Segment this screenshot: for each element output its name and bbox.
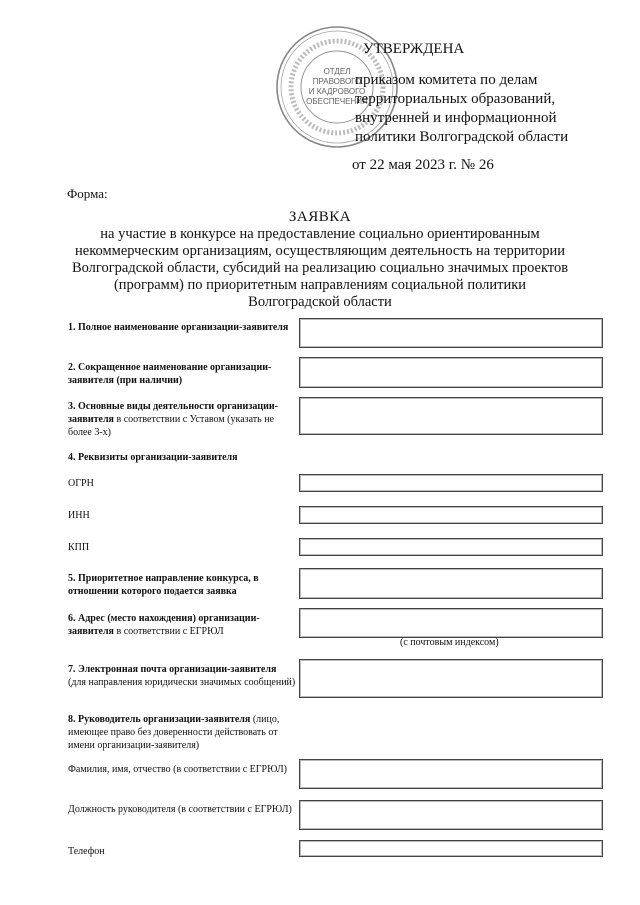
- approval-date: от 22 мая 2023 г. № 26: [352, 157, 494, 173]
- label-bold: 1. Полное наименование организации-заявителя: [68, 322, 289, 333]
- label-bold: 7. Электронная почта организации-заявителя: [68, 664, 277, 675]
- heading-line-5: Волгоградской области: [248, 294, 392, 310]
- label-bold: 3. Основные виды деятельности организации-заявителя: [68, 401, 278, 425]
- seal-line-1: ОТДЕЛ: [323, 67, 351, 76]
- field-label-inn: ИНН: [68, 510, 90, 521]
- field-label-full-name: [68, 321, 296, 334]
- activities-input[interactable]: [299, 397, 603, 435]
- field-label-address: [68, 612, 296, 638]
- heading-line-4: (программ) по приоритетным направлениям социальной политики: [113, 277, 527, 293]
- short-name-input[interactable]: [299, 357, 603, 388]
- email-input[interactable]: [299, 659, 603, 698]
- label-normal: (лицо, имеющее право без доверенности действовать от имени организации-заявителя): [68, 714, 280, 751]
- label-bold: 5. Приоритетное направление конкурса, в отношении которого подается заявка: [68, 573, 259, 597]
- field-label-priority: [68, 572, 296, 598]
- label-bold: 8. Руководитель организации-заявителя: [68, 714, 251, 725]
- field-label-requisites: [68, 451, 296, 464]
- field-label-phone: Телефон: [68, 846, 105, 857]
- ogrn-input[interactable]: [299, 474, 603, 492]
- full-name-input[interactable]: [299, 318, 603, 348]
- kpp-input[interactable]: [299, 538, 603, 556]
- head-name-input[interactable]: [299, 759, 603, 789]
- field-label-email: [68, 663, 296, 689]
- seal-line-4: ОБЕСПЕЧЕНИЯ: [306, 97, 368, 106]
- address-note: (с почтовым индексом): [400, 637, 499, 648]
- field-label-short-name: [68, 361, 296, 387]
- label-normal: (для направления юридически значимых сообщений): [68, 677, 296, 688]
- field-label-head-name: Фамилия, имя, отчество (в соответствии с ЕГРЮЛ): [68, 764, 287, 775]
- phone-input[interactable]: [299, 840, 603, 857]
- seal-line-2: ПРАВОВОГО: [312, 77, 362, 86]
- approved-title: УТВЕРЖДЕНА: [363, 41, 465, 57]
- approval-line-3: внутренней и информационной: [355, 110, 557, 126]
- heading-line-1: на участие в конкурсе на предоставление социально ориентированным: [100, 226, 540, 242]
- approval-line-4: политики Волгоградской области: [355, 129, 569, 145]
- address-input[interactable]: [299, 608, 603, 638]
- heading-title: ЗАЯВКА: [288, 209, 352, 225]
- field-label-head-position: Должность руководителя (в соответствии с ЕГРЮЛ): [68, 804, 292, 815]
- label-bold: 4. Реквизиты организации-заявителя: [68, 452, 238, 463]
- priority-input[interactable]: [299, 568, 603, 599]
- heading-line-3: Волгоградской области, субсидий на реализацию социально значимых проектов: [71, 260, 569, 276]
- label-normal: в соответствии с Уставом (указать не более 3-х): [68, 414, 274, 438]
- form-label: Форма:: [67, 186, 108, 201]
- label-bold: 2. Сокращенное наименование организации-заявителя (при наличии): [68, 362, 272, 386]
- field-label-kpp: КПП: [68, 542, 90, 553]
- inn-input[interactable]: [299, 506, 603, 524]
- label-bold: 6. Адрес (место нахождения) организации-заявителя: [68, 613, 260, 637]
- seal-line-3: И КАДРОВОГО: [308, 87, 366, 96]
- approval-block: [355, 40, 630, 147]
- application-heading: [60, 209, 580, 311]
- heading-line-2: некоммерческим организациям, осуществляющим деятельность на территории: [75, 243, 565, 259]
- field-label-ogrn: ОГРН: [68, 478, 94, 489]
- approval-line-2: территориальных образований,: [355, 91, 556, 107]
- approval-line-1: приказом комитета по делам: [355, 72, 538, 88]
- head-position-input[interactable]: [299, 800, 603, 830]
- field-label-head: [68, 713, 296, 752]
- field-label-activities: [68, 400, 296, 439]
- label-normal: в соответствии с ЕГРЮЛ: [113, 626, 224, 637]
